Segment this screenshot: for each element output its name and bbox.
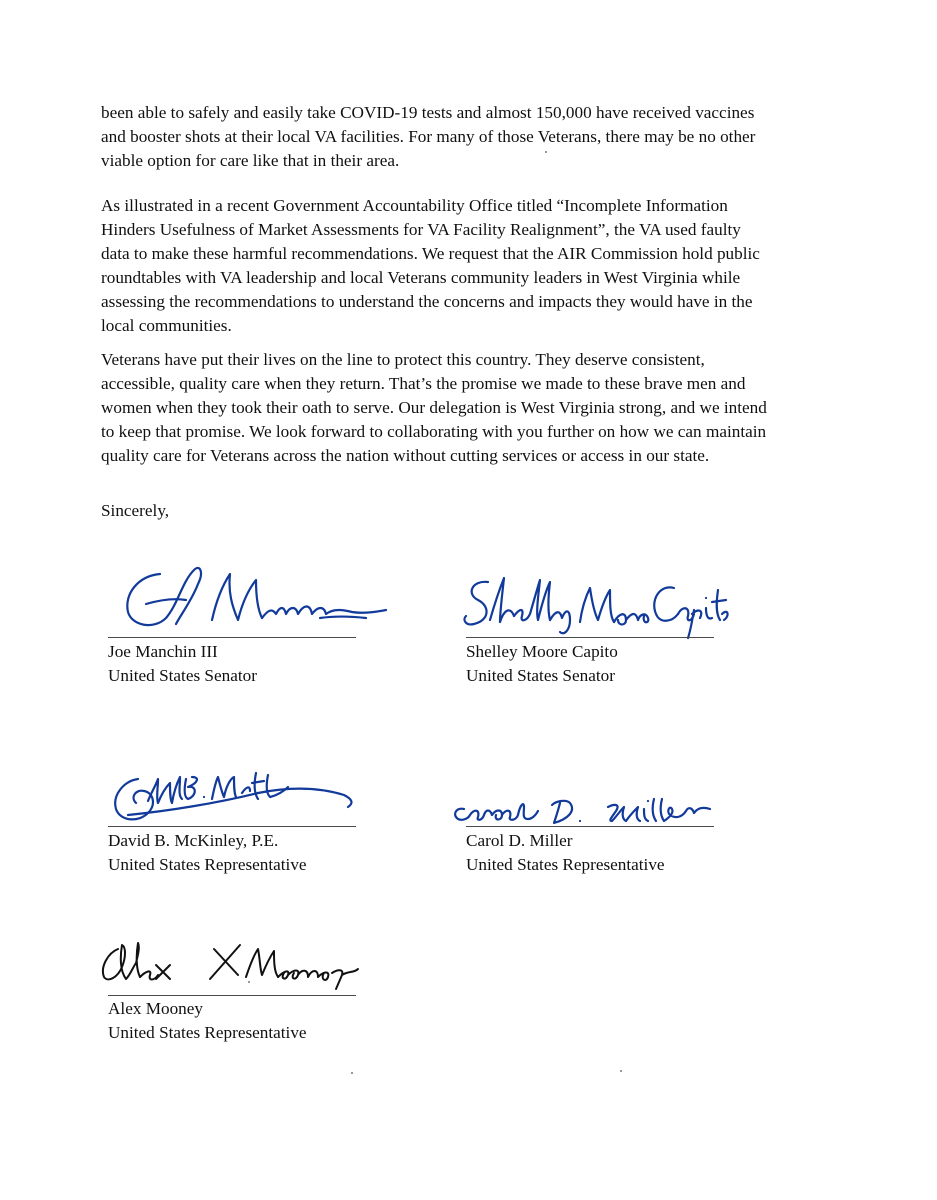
handwritten-signature-manchin [120,560,390,640]
signatory-name: Alex Mooney [108,999,203,1018]
handwritten-signature-mckinley [108,765,368,835]
signatory-title: United States Senator [108,665,257,685]
signatory-title: United States Representative [466,854,665,874]
signatory-text [108,997,307,1044]
text-line: data to make these harmful recommendations. We request that the AIR Commission hold public [101,244,760,264]
text-line: to keep that promise. We look forward to collaborating with you further on how we can maintain [101,422,767,442]
handwritten-signature-mooney [96,935,366,995]
handwritten-signature-miller [448,793,738,833]
text-line: accessible, quality care when they return. That’s the promise we made to these brave men and [101,374,746,394]
signatory-text [466,829,665,876]
signatory-name: David B. McKinley, P.E. [108,831,279,850]
signatory-text [108,829,307,876]
signatory-name: Carol D. Miller [466,831,573,850]
signatory-title: United States Representative [108,854,307,874]
text-line: Hinders Usefulness of Market Assessments for VA Facility Realignment”, the VA used faulty [101,220,741,240]
handwritten-signature-capito [460,570,730,640]
text-line: Veterans have put their lives on the line to protect this country. They deserve consistent, [101,350,705,369]
letter-paragraph-3 [101,348,846,468]
closing-salutation: Sincerely, [101,501,170,520]
text-line: quality care for Veterans across the nation without cutting services or access in our state. [101,446,710,466]
text-line: and booster shots at their local VA facilities. For many of those Veterans, there may be no other [101,127,756,147]
signatory-title: United States Senator [466,665,615,685]
signatory-title: United States Representative [108,1022,307,1042]
letter-paragraph-2 [101,194,846,339]
text-line: assessing the recommendations to understand the concerns and impacts they would have in the [101,292,753,312]
scan-speck [545,151,547,153]
scan-speck [248,981,250,983]
signature-block-mckinley [108,765,368,875]
text-line: As illustrated in a recent Government Accountability Office titled “Incomplete Information [101,196,728,215]
signature-block-miller [466,785,726,875]
scan-speck [351,1072,353,1074]
letter-paragraph-1 [101,101,846,173]
text-line: been able to safely and easily take COVID-19 tests and almost 150,000 have received vaccines [101,103,755,122]
text-line: local communities. [101,316,232,336]
signature-line [466,826,714,827]
text-line: women when they took their oath to serve. Our delegation is West Virginia strong, and we intend [101,398,767,418]
signature-block-capito [466,560,726,690]
signatory-name: Joe Manchin III [108,642,218,661]
signature-block-mooney [108,935,368,1045]
signatory-text [108,640,257,687]
signature-line [108,826,356,827]
signature-block-manchin [108,560,368,690]
signatory-text [466,640,618,687]
text-line: viable option for care like that in their area. [101,151,400,171]
scan-speck [620,1070,622,1072]
signature-line [108,995,356,996]
signature-line [108,637,356,638]
text-line: roundtables with VA leadership and local Veterans community leaders in West Virginia while [101,268,741,288]
signatory-name: Shelley Moore Capito [466,642,618,661]
signature-line [466,637,714,638]
